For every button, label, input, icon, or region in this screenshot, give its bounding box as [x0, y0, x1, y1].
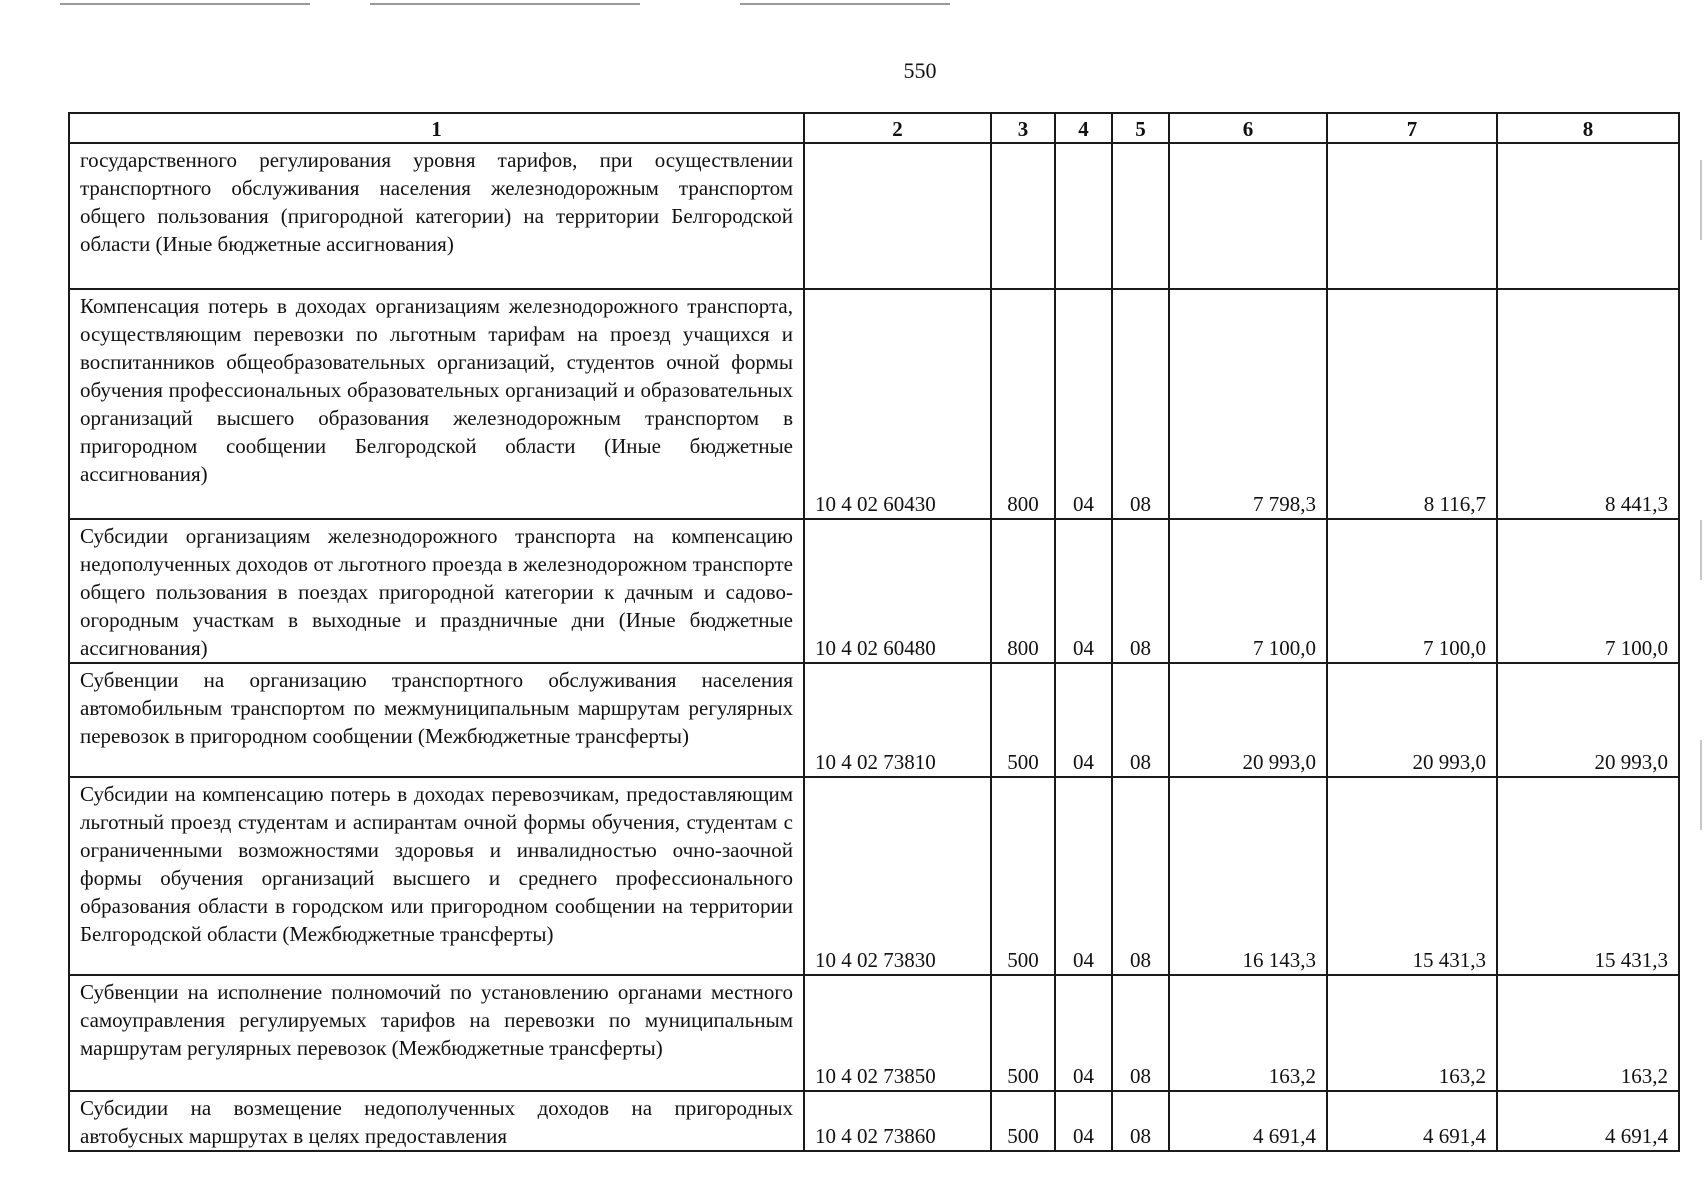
column-header: 5: [1112, 113, 1169, 143]
row-value-8: 20 993,0: [1497, 663, 1679, 777]
row-description: Субсидии на компенсацию потерь в доходах перевозчикам, предоставляющим льготный проезд студентам и аспирантам очной формы обучения, студентам с ограниченными возможностями здоровья и инвалидностью очно-заочной формы обучения организаций высшего и среднего профессионального образования области в городском или пригородном сообщении на территории Белгородской области (Межбюджетные трансферты): [69, 777, 804, 975]
scan-margin-mark: [1700, 740, 1702, 830]
table-row: [69, 519, 1679, 663]
table-row: [69, 289, 1679, 519]
row-value-8: 163,2: [1497, 975, 1679, 1091]
row-value-6: 163,2: [1169, 975, 1327, 1091]
row-description: Субвенции на организацию транспортного обслуживания населения автомобильным транспортом по межмуниципальным маршрутам регулярных перевозок в пригородном сообщении (Межбюджетные трансферты): [69, 663, 804, 777]
row-col-5: 08: [1112, 663, 1169, 777]
row-col-3: 500: [991, 1091, 1055, 1151]
row-col-4: [1055, 143, 1112, 289]
row-col-4: 04: [1055, 663, 1112, 777]
row-value-6: 4 691,4: [1169, 1091, 1327, 1151]
row-col-4: 04: [1055, 975, 1112, 1091]
scan-margin-mark: [1700, 160, 1702, 240]
row-col-3: [991, 143, 1055, 289]
row-col-5: 08: [1112, 519, 1169, 663]
table-row: [69, 663, 1679, 777]
row-description: Компенсация потерь в доходах организациям железнодорожного транспорта, осуществляющим перевозки по льготным тарифам на проезд учащихся и воспитанников общеобразовательных организаций, студентов очной формы обучения профессиональных образовательных организаций и образовательных организаций высшего образования железнодорожным транспортом в пригородном сообщении Белгородской области (Иные бюджетные ассигнования): [69, 289, 804, 519]
row-value-6: 7 100,0: [1169, 519, 1327, 663]
table-row: [69, 975, 1679, 1091]
row-description: государственного регулирования уровня тарифов, при осуществлении транспортного обслуживания населения железнодорожным транспортом общего пользования (пригородной категории) на территории Белгородской области (Иные бюджетные ассигнования): [69, 143, 804, 289]
row-value-6: 7 798,3: [1169, 289, 1327, 519]
row-value-7: 4 691,4: [1327, 1091, 1497, 1151]
scan-edge-line: [370, 3, 640, 5]
row-col-3: 800: [991, 289, 1055, 519]
column-header: 7: [1327, 113, 1497, 143]
table-row: [69, 1091, 1679, 1151]
row-classification-code: 10 4 02 60480: [804, 519, 991, 663]
row-value-7: 15 431,3: [1327, 777, 1497, 975]
row-value-7: 8 116,7: [1327, 289, 1497, 519]
page-number: 550: [903, 58, 937, 83]
scan-edge-line: [60, 3, 310, 5]
row-description: Субвенции на исполнение полномочий по установлению органами местного самоуправления регулируемых тарифов на перевозки по муниципальным маршрутам регулярных перевозок (Межбюджетные трансферты): [69, 975, 804, 1091]
row-value-6: [1169, 143, 1327, 289]
row-value-7: 7 100,0: [1327, 519, 1497, 663]
column-header: 1: [69, 113, 804, 143]
row-col-3: 500: [991, 663, 1055, 777]
row-col-4: 04: [1055, 777, 1112, 975]
column-header: 8: [1497, 113, 1679, 143]
table-header-row: [69, 113, 1679, 143]
row-col-5: 08: [1112, 289, 1169, 519]
row-classification-code: 10 4 02 73850: [804, 975, 991, 1091]
row-value-7: 163,2: [1327, 975, 1497, 1091]
column-header: 2: [804, 113, 991, 143]
column-header: 4: [1055, 113, 1112, 143]
row-description: Субсидии на возмещение недополученных доходов на пригородных автобусных маршрутах в целях предоставления: [69, 1091, 804, 1151]
row-col-4: 04: [1055, 1091, 1112, 1151]
row-classification-code: 10 4 02 60430: [804, 289, 991, 519]
row-classification-code: 10 4 02 73830: [804, 777, 991, 975]
column-header: 3: [991, 113, 1055, 143]
row-value-6: 20 993,0: [1169, 663, 1327, 777]
row-value-7: [1327, 143, 1497, 289]
row-col-4: 04: [1055, 289, 1112, 519]
column-header: 6: [1169, 113, 1327, 143]
row-col-5: [1112, 143, 1169, 289]
budget-table: [68, 112, 1680, 1152]
row-classification-code: 10 4 02 73860: [804, 1091, 991, 1151]
row-col-5: 08: [1112, 777, 1169, 975]
table-row: [69, 777, 1679, 975]
row-value-8: 8 441,3: [1497, 289, 1679, 519]
scan-margin-mark: [1700, 520, 1702, 580]
row-value-8: [1497, 143, 1679, 289]
row-col-3: 800: [991, 519, 1055, 663]
row-col-4: 04: [1055, 519, 1112, 663]
row-col-5: 08: [1112, 975, 1169, 1091]
row-value-8: 15 431,3: [1497, 777, 1679, 975]
row-value-6: 16 143,3: [1169, 777, 1327, 975]
table-row: [69, 143, 1679, 289]
row-classification-code: [804, 143, 991, 289]
scan-edge-line: [740, 3, 950, 5]
row-description: Субсидии организациям железнодорожного транспорта на компенсацию недополученных доходов от льготного проезда в железнодорожном транспорте общего пользования в поездах пригородной категории к дачным и садово-огородным участкам в выходные и праздничные дни (Иные бюджетные ассигнования): [69, 519, 804, 663]
row-value-7: 20 993,0: [1327, 663, 1497, 777]
row-col-3: 500: [991, 975, 1055, 1091]
row-col-3: 500: [991, 777, 1055, 975]
row-col-5: 08: [1112, 1091, 1169, 1151]
row-value-8: 7 100,0: [1497, 519, 1679, 663]
row-value-8: 4 691,4: [1497, 1091, 1679, 1151]
row-classification-code: 10 4 02 73810: [804, 663, 991, 777]
